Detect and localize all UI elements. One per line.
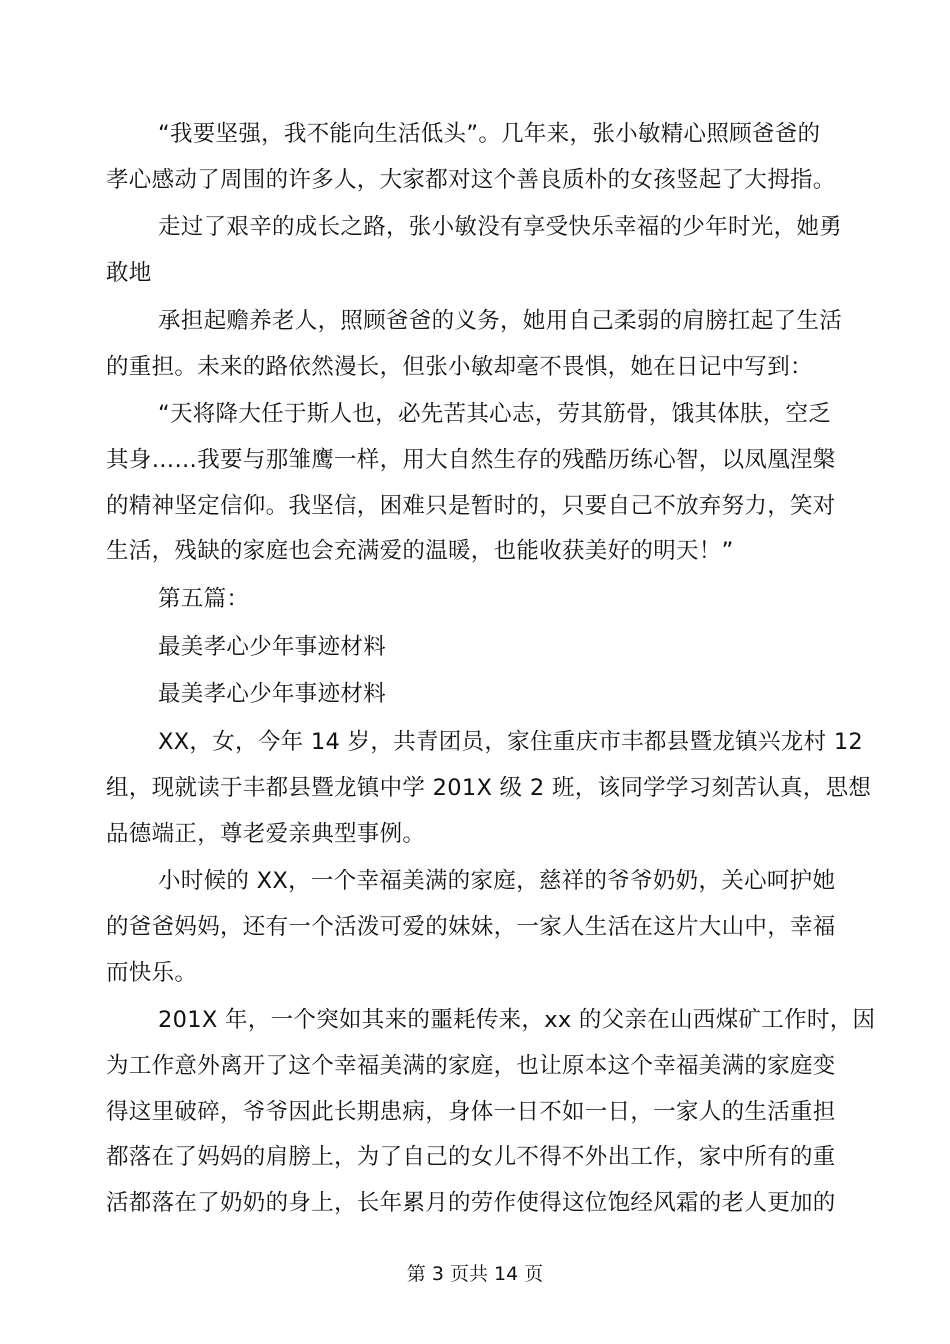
text-line: 的爸爸妈妈，还有一个活泼可爱的妹妹，一家人生活在这片大山中，幸福 xyxy=(106,913,836,940)
text-line: 的精神坚定信仰。我坚信，困难只是暂时的，只要自己不放弃努力，笑对 xyxy=(106,492,836,519)
paragraph-profile xyxy=(106,720,872,857)
text-line: 的重担。未来的路依然漫长，但张小敏却毫不畏惧，她在日记中写到： xyxy=(106,353,813,380)
paragraph-2 xyxy=(106,205,843,296)
text-line: 都落在了妈妈的肩膀上，为了自己的女儿不得不外出工作，家中所有的重 xyxy=(106,1144,836,1171)
page-number-footer: 第 3 页共 14 页 xyxy=(406,1263,544,1285)
text-line: 活都落在了奶奶的身上，长年累月的劳作使得这位饱经风霜的老人更加的 xyxy=(106,1190,836,1217)
section-title-repeat xyxy=(106,672,840,718)
text-line: 孝心感动了周围的许多人，大家都对这个善良质朴的女孩竖起了大拇指。 xyxy=(106,166,836,193)
text-line: 组，现就读于丰都县暨龙镇中学 201X 级 2 班，该同学学习刻苦认真，思想 xyxy=(106,774,872,801)
paragraph-1 xyxy=(106,112,840,203)
paragraph-tragedy xyxy=(106,998,876,1227)
text-line: 为工作意外离开了这个幸福美满的家庭，也让原本这个幸福美满的家庭变 xyxy=(106,1053,836,1080)
paragraph-4-quote xyxy=(106,392,840,575)
text-line: 敢地 xyxy=(106,260,152,287)
text-line: 走过了艰辛的成长之路，张小敏没有享受快乐幸福的少年时光，她勇 xyxy=(158,214,843,241)
text-line: “我要坚强，我不能向生活低头”。几年来，张小敏精心照顾爸爸的 xyxy=(158,121,821,147)
text-line: 而快乐。 xyxy=(106,959,198,986)
text-line: 得这里破碎，爷爷因此长期患病，身体一日不如一日，一家人的生活重担 xyxy=(106,1098,836,1125)
text-line: 品德端正，尊老爱亲典型事例。 xyxy=(106,820,426,847)
paragraph-3 xyxy=(106,299,843,390)
text-line: 第五篇： xyxy=(158,586,250,613)
text-line: “天将降大任于斯人也，必先苦其心志，劳其筋骨，饿其体肤，空乏 xyxy=(158,401,832,428)
text-line: 小时候的 XX，一个幸福美满的家庭，慈祥的爷爷奶奶，关心呵护她 xyxy=(158,868,836,895)
document-body xyxy=(106,112,876,1229)
text-line: 最美孝心少年事迹材料 xyxy=(158,633,387,660)
text-line: 201X 年，一个突如其来的噩耗传来，xx 的父亲在山西煤矿工作时，因 xyxy=(158,1007,876,1034)
text-line: 其身……我要与那雏鹰一样，用大自然生存的残酷历练心智，以凤凰涅槃 xyxy=(106,446,836,473)
text-line: 最美孝心少年事迹材料 xyxy=(158,681,387,708)
section-title xyxy=(106,625,840,671)
text-line: 承担起赡养老人，照顾爸爸的义务，她用自己柔弱的肩膀扛起了生活 xyxy=(158,307,843,334)
section-heading xyxy=(106,577,840,623)
text-line: XX，女，今年 14 岁，共青团员，家住重庆市丰都县暨龙镇兴龙村 12 xyxy=(158,729,864,756)
text-line: 生活，残缺的家庭也会充满爱的温暖，也能收获美好的明天！” xyxy=(106,538,734,565)
paragraph-childhood xyxy=(106,859,840,996)
